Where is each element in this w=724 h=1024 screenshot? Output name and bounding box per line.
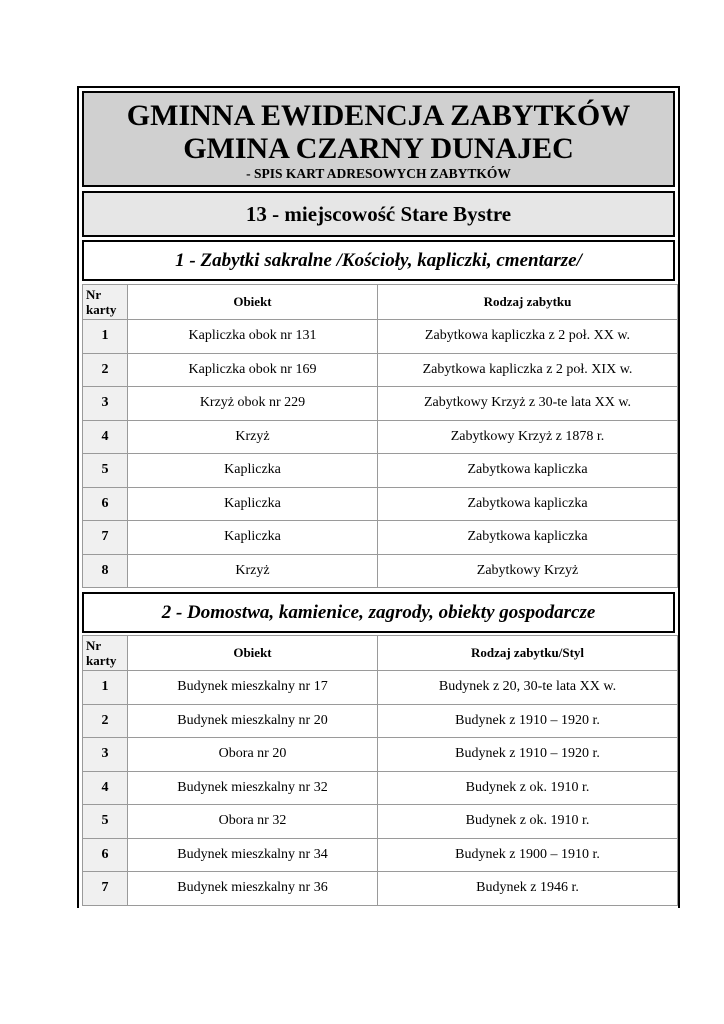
cell-rodzaj: Zabytkowy Krzyż z 30-te lata XX w.	[378, 387, 678, 421]
cell-obiekt: Obora nr 32	[128, 805, 378, 839]
cell-rodzaj: Zabytkowy Krzyż	[378, 554, 678, 588]
cell-nr: 2	[83, 353, 128, 387]
cell-nr: 7	[83, 872, 128, 906]
cell-nr: 6	[83, 487, 128, 521]
cell-nr: 1	[83, 320, 128, 354]
table-domostwa	[82, 635, 678, 906]
cell-obiekt: Budynek mieszkalny nr 20	[128, 704, 378, 738]
cell-obiekt: Kapliczka obok nr 169	[128, 353, 378, 387]
table-row	[83, 454, 678, 488]
cell-obiekt: Budynek mieszkalny nr 34	[128, 838, 378, 872]
section-title-sakralne: 1 - Zabytki sakralne /Kościoły, kapliczki, cmentarze/	[82, 240, 675, 281]
cell-nr: 5	[83, 454, 128, 488]
cell-rodzaj: Budynek z ok. 1910 r.	[378, 771, 678, 805]
subtitle: - SPIS KART ADRESOWYCH ZABYTKÓW	[246, 166, 511, 181]
cell-obiekt: Budynek mieszkalny nr 36	[128, 872, 378, 906]
table-row	[83, 671, 678, 705]
table-row	[83, 320, 678, 354]
table-row	[83, 805, 678, 839]
cell-obiekt: Krzyż	[128, 554, 378, 588]
cell-rodzaj: Zabytkowa kapliczka z 2 poł. XIX w.	[378, 353, 678, 387]
table-row	[83, 521, 678, 555]
cell-rodzaj: Zabytkowa kapliczka	[378, 487, 678, 521]
cell-rodzaj: Budynek z 1910 – 1920 r.	[378, 738, 678, 772]
cell-nr: 6	[83, 838, 128, 872]
column-header-nr: Nr karty	[83, 285, 128, 320]
cell-nr: 7	[83, 521, 128, 555]
cell-rodzaj: Budynek z 1900 – 1910 r.	[378, 838, 678, 872]
cell-nr: 3	[83, 738, 128, 772]
cell-rodzaj: Zabytkowa kapliczka	[378, 454, 678, 488]
table-row	[83, 838, 678, 872]
cell-rodzaj: Zabytkowa kapliczka z 2 poł. XX w.	[378, 320, 678, 354]
table-row	[83, 872, 678, 906]
cell-obiekt: Krzyż	[128, 420, 378, 454]
cell-obiekt: Krzyż obok nr 229	[128, 387, 378, 421]
cell-obiekt: Budynek mieszkalny nr 32	[128, 771, 378, 805]
title-line-1: GMINNA EWIDENCJA ZABYTKÓW	[126, 99, 631, 132]
cell-nr: 5	[83, 805, 128, 839]
document-frame	[77, 86, 680, 908]
cell-nr: 4	[83, 771, 128, 805]
cell-obiekt: Obora nr 20	[128, 738, 378, 772]
table-sakralne	[82, 284, 678, 588]
column-header-obiekt: Obiekt	[128, 285, 378, 320]
cell-nr: 1	[83, 671, 128, 705]
cell-rodzaj: Zabytkowa kapliczka	[378, 521, 678, 555]
cell-nr: 4	[83, 420, 128, 454]
cell-nr: 3	[83, 387, 128, 421]
table-row	[83, 738, 678, 772]
cell-rodzaj: Budynek z ok. 1910 r.	[378, 805, 678, 839]
cell-obiekt: Budynek mieszkalny nr 17	[128, 671, 378, 705]
cell-rodzaj: Budynek z 20, 30-te lata XX w.	[378, 671, 678, 705]
cell-rodzaj: Zabytkowy Krzyż z 1878 r.	[378, 420, 678, 454]
table-row	[83, 353, 678, 387]
cell-nr: 2	[83, 704, 128, 738]
cell-obiekt: Kapliczka obok nr 131	[128, 320, 378, 354]
table-row	[83, 487, 678, 521]
column-header-obiekt: Obiekt	[128, 636, 378, 671]
column-header-rodzaj: Rodzaj zabytku	[378, 285, 678, 320]
table-row	[83, 554, 678, 588]
cell-obiekt: Kapliczka	[128, 454, 378, 488]
column-header-nr: Nr karty	[83, 636, 128, 671]
cell-obiekt: Kapliczka	[128, 521, 378, 555]
table-row	[83, 704, 678, 738]
section-title-domostwa: 2 - Domostwa, kamienice, zagrody, obiekty gospodarcze	[82, 592, 675, 633]
column-header-rodzaj: Rodzaj zabytku/Styl	[378, 636, 678, 671]
table-row	[83, 387, 678, 421]
cell-rodzaj: Budynek z 1910 – 1920 r.	[378, 704, 678, 738]
cell-rodzaj: Budynek z 1946 r.	[378, 872, 678, 906]
table-row	[83, 771, 678, 805]
title-line-2: GMINA CZARNY DUNAJEC	[183, 132, 574, 165]
table-row	[83, 420, 678, 454]
table-header-row	[83, 636, 678, 671]
cell-obiekt: Kapliczka	[128, 487, 378, 521]
table-header-row	[83, 285, 678, 320]
cell-nr: 8	[83, 554, 128, 588]
locality-title: 13 - miejscowość Stare Bystre	[82, 191, 675, 237]
document-header	[82, 91, 675, 187]
